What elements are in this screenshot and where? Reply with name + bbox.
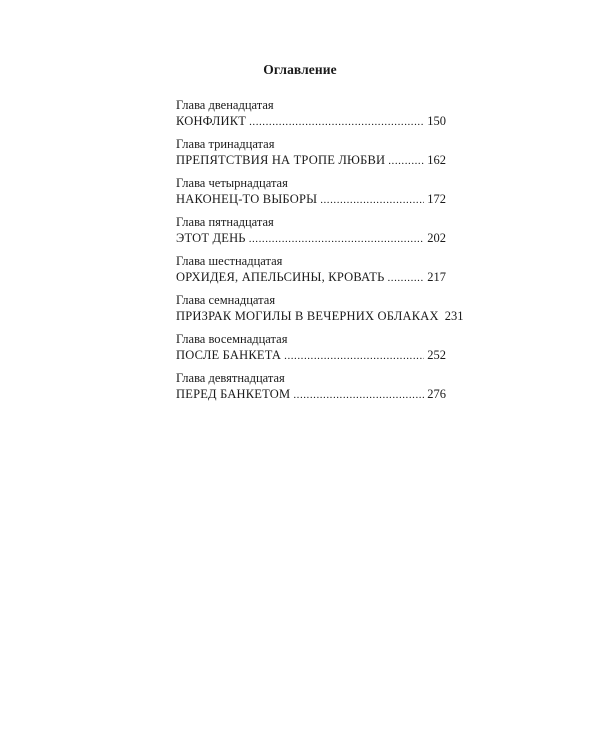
chapter-name: ОРХИДЕЯ, АПЕЛЬСИНЫ, КРОВАТЬ — [176, 270, 385, 284]
page-number: 162 — [427, 153, 446, 167]
toc-entry — [176, 331, 446, 364]
chapter-line — [176, 269, 446, 286]
page-number: 150 — [427, 114, 446, 128]
page-number: 202 — [427, 231, 446, 245]
chapter-label: Глава пятнадцатая — [176, 215, 274, 229]
chapter-line — [176, 347, 446, 364]
chapter-name: НАКОНЕЦ-ТО ВЫБОРЫ — [176, 192, 318, 206]
chapter-label: Глава тринадцатая — [176, 137, 275, 151]
chapter-label: Глава девятнадцатая — [176, 371, 285, 385]
chapter-label: Глава семнадцатая — [176, 293, 276, 307]
chapter-line — [176, 152, 446, 169]
page-number: 231 — [444, 309, 464, 323]
dot-leader — [249, 114, 424, 131]
toc-entry — [176, 175, 446, 208]
toc-entry — [176, 370, 446, 403]
dot-leader — [293, 387, 424, 404]
chapter-label: Глава восемнадцатая — [176, 332, 288, 346]
chapter-line — [176, 113, 446, 130]
chapter-line — [176, 230, 446, 247]
toc-entry — [176, 97, 446, 130]
page-number: 276 — [427, 387, 446, 401]
chapter-line — [176, 386, 446, 403]
toc-entry — [176, 214, 446, 247]
chapter-name: ПОСЛЕ БАНКЕТА — [176, 348, 282, 362]
page-number: 252 — [427, 348, 446, 362]
toc-title: Оглавление — [263, 62, 337, 77]
toc-entry — [176, 136, 446, 169]
chapter-name: ПРИЗРАК МОГИЛЫ В ВЕЧЕРНИХ ОБЛАКАХ — [176, 309, 439, 323]
toc-entry — [176, 253, 446, 286]
chapter-name: ПЕРЕД БАНКЕТОМ — [176, 387, 291, 401]
dot-leader — [249, 231, 425, 248]
table-of-contents — [176, 97, 464, 409]
chapter-line — [176, 308, 464, 325]
chapter-name: ЭТОТ ДЕНЬ — [176, 231, 246, 245]
dot-leader — [387, 270, 424, 287]
dot-leader — [284, 348, 424, 365]
page-number: 217 — [427, 270, 446, 284]
chapter-line — [176, 191, 446, 208]
dot-leader — [320, 192, 424, 209]
chapter-label: Глава шестнадцатая — [176, 254, 283, 268]
dot-leader — [388, 153, 424, 170]
chapter-label: Глава двенадцатая — [176, 98, 274, 112]
toc-entry — [176, 292, 464, 325]
chapter-name: ПРЕПЯТСТВИЯ НА ТРОПЕ ЛЮБВИ — [176, 153, 386, 167]
chapter-label: Глава четырнадцатая — [176, 176, 288, 190]
page-number: 172 — [427, 192, 446, 206]
chapter-name: КОНФЛИКТ — [176, 114, 247, 128]
